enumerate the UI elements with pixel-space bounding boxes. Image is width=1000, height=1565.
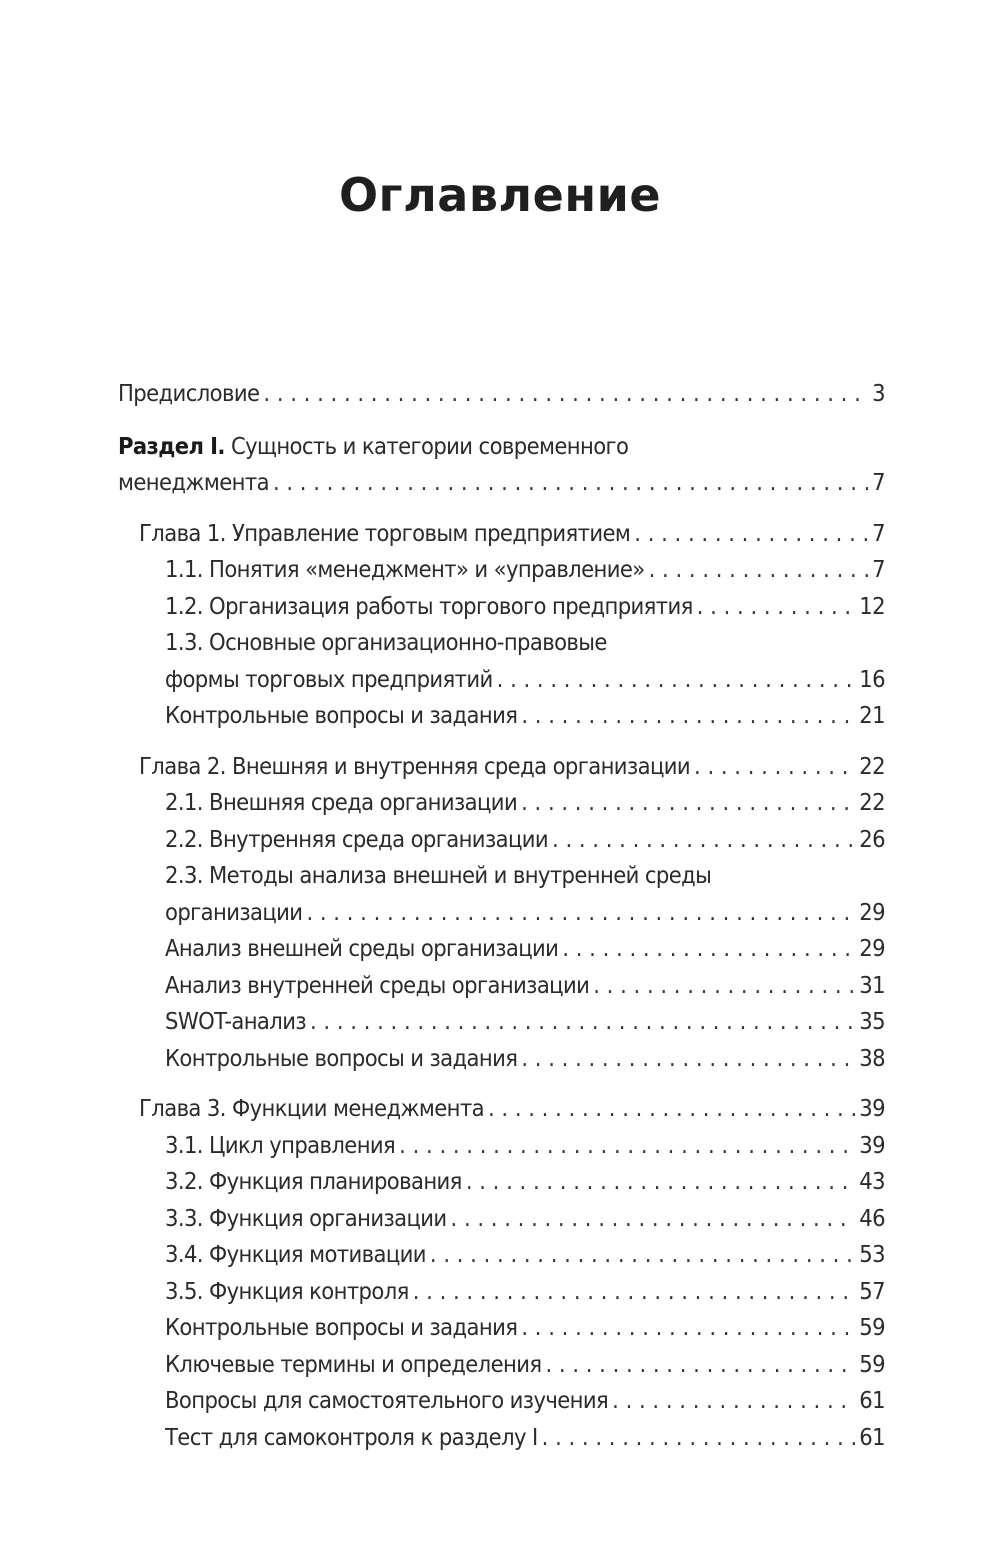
- leader-dots: [545, 1346, 855, 1383]
- toc-entry-label: 3.2. Функция планирования: [165, 1167, 462, 1195]
- leader-dots: [521, 784, 855, 821]
- toc-entry-2-swot[interactable]: [165, 1003, 885, 1040]
- toc-entry-label: Предисловие: [118, 379, 260, 407]
- toc-entry-label: 1.2. Организация работы торгового предприятия: [165, 591, 693, 620]
- toc-entry-3-1[interactable]: [165, 1127, 885, 1164]
- toc-entry-label-cont: менеджмента: [118, 468, 269, 496]
- toc-entry-1-2[interactable]: [165, 588, 885, 625]
- leader-dots: [413, 1273, 856, 1310]
- toc-page-number: 12: [859, 591, 885, 620]
- leader-dots: [488, 1090, 855, 1127]
- toc-entry-1-3[interactable]: [165, 624, 885, 697]
- toc-entry-2-external-analysis[interactable]: [165, 930, 885, 967]
- toc-entry-label: 3.1. Цикл управления: [165, 1130, 396, 1159]
- leader-dots: [562, 930, 855, 967]
- leader-dots: [612, 1382, 855, 1419]
- leader-dots: [694, 748, 855, 785]
- toc-entry-label: Глава 1. Управление торговым предприятием: [139, 518, 631, 547]
- table-of-contents: [118, 375, 885, 1455]
- toc-entry-chapter-2[interactable]: [139, 748, 885, 785]
- toc-entry-2-2[interactable]: [165, 821, 885, 858]
- toc-page-number: 61: [859, 1422, 885, 1451]
- section-prefix: Раздел I.: [118, 431, 225, 460]
- toc-page-number: 26: [859, 824, 885, 853]
- leader-dots: [306, 894, 855, 931]
- toc-entry-section-1[interactable]: [118, 428, 885, 501]
- leader-dots: [649, 551, 869, 588]
- toc-entry-label: Контрольные вопросы и задания: [165, 1043, 518, 1072]
- toc-page-number: 31: [859, 970, 885, 999]
- toc-entry-3-key-terms[interactable]: [165, 1346, 885, 1383]
- leader-dots: [497, 661, 856, 698]
- toc-entry-label: 1.3. Основные организационно-правовые: [165, 628, 607, 656]
- leader-dots: [634, 515, 868, 552]
- toc-entry-label: 3.4. Функция мотивации: [165, 1240, 426, 1268]
- toc-entry-1-1[interactable]: [165, 551, 885, 588]
- toc-page-number: 22: [859, 788, 885, 816]
- toc-entry-label: 2.2. Внутренняя среда организации: [165, 824, 549, 853]
- toc-entry-label: Анализ внешней среды организации: [165, 934, 559, 962]
- toc-entry-label: SWOT-анализ: [165, 1007, 306, 1035]
- toc-page-number: 22: [859, 751, 885, 780]
- toc-entry-label: Анализ внутренней среды организации: [165, 970, 590, 999]
- toc-entry-label: Контрольные вопросы и задания: [165, 1313, 518, 1341]
- toc-entry-preface[interactable]: [118, 375, 885, 412]
- toc-page-number: 59: [859, 1313, 885, 1341]
- toc-entry-label-cont: организации: [165, 897, 303, 926]
- toc-page-number: 7: [872, 518, 885, 547]
- toc-page-number: 43: [859, 1167, 885, 1195]
- toc-entry-label: Глава 3. Функции менеджмента: [139, 1094, 484, 1122]
- toc-entry-label: Вопросы для самостоятельного изучения: [165, 1386, 609, 1414]
- toc-entry-2-internal-analysis[interactable]: [165, 967, 885, 1004]
- toc-page-number: 57: [859, 1276, 885, 1305]
- toc-entry-label: Тест для самоконтроля к разделу I: [165, 1422, 538, 1451]
- leader-dots: [552, 821, 855, 858]
- leader-dots: [273, 464, 868, 501]
- toc-page-number: 46: [859, 1203, 885, 1232]
- toc-entry-2-3[interactable]: [165, 857, 885, 930]
- leader-dots: [521, 1040, 855, 1077]
- toc-entry-label: 3.5. Функция контроля: [165, 1276, 409, 1305]
- toc-page-number: 35: [859, 1007, 885, 1035]
- toc-page-number: 53: [859, 1240, 885, 1268]
- toc-entry-label: 2.3. Методы анализа внешней и внутренней среды: [165, 861, 712, 889]
- toc-entry-3-5[interactable]: [165, 1273, 885, 1310]
- toc-page-number: 21: [859, 701, 885, 729]
- toc-entry-3-4[interactable]: [165, 1236, 885, 1273]
- toc-entry-2-questions[interactable]: [165, 1040, 885, 1077]
- toc-entry-label: Сущность и категории современного: [230, 431, 629, 460]
- toc-page-number: 38: [859, 1043, 885, 1072]
- toc-entry-3-self-test[interactable]: [165, 1419, 885, 1456]
- toc-page-number: 3: [872, 379, 885, 407]
- toc-entry-3-3[interactable]: [165, 1200, 885, 1237]
- toc-entry-label: 3.3. Функция организации: [165, 1203, 447, 1232]
- page-title: Оглавление: [338, 168, 662, 222]
- leader-dots: [697, 588, 856, 625]
- toc-page-number: 16: [859, 664, 885, 693]
- toc-entry-label: Глава 2. Внешняя и внутренняя среда организации: [139, 751, 691, 780]
- leader-dots: [430, 1236, 855, 1273]
- leader-dots: [542, 1419, 856, 1456]
- toc-page-number: 29: [859, 934, 885, 962]
- toc-entry-chapter-3[interactable]: [139, 1090, 885, 1127]
- toc-page-number: 29: [859, 897, 885, 926]
- toc-page-number: 59: [859, 1349, 885, 1378]
- leader-dots: [263, 375, 868, 412]
- toc-entry-label: Ключевые термины и определения: [165, 1349, 542, 1378]
- toc-entry-1-questions[interactable]: [165, 697, 885, 734]
- toc-page-number: 39: [859, 1094, 885, 1122]
- toc-page-number: 61: [859, 1386, 885, 1414]
- leader-dots: [399, 1127, 855, 1164]
- leader-dots: [310, 1003, 855, 1040]
- toc-entry-3-2[interactable]: [165, 1163, 885, 1200]
- toc-entry-label: 2.1. Внешняя среда организации: [165, 788, 518, 816]
- leader-dots: [593, 967, 855, 1004]
- toc-entry-label: Контрольные вопросы и задания: [165, 701, 518, 729]
- toc-entry-2-1[interactable]: [165, 784, 885, 821]
- toc-entry-3-questions[interactable]: [165, 1309, 885, 1346]
- leader-dots: [521, 697, 855, 734]
- leader-dots: [521, 1309, 855, 1346]
- toc-page-number: 7: [872, 555, 885, 583]
- toc-entry-3-self-study[interactable]: [165, 1382, 885, 1419]
- leader-dots: [466, 1163, 855, 1200]
- leader-dots: [451, 1200, 856, 1237]
- toc-page-number: 39: [859, 1130, 885, 1159]
- toc-entry-label: 1.1. Понятия «менеджмент» и «управление»: [165, 555, 645, 583]
- toc-page-number: 7: [872, 468, 885, 496]
- toc-entry-chapter-1[interactable]: [139, 515, 885, 552]
- toc-entry-label-cont: формы торговых предприятий: [165, 664, 493, 693]
